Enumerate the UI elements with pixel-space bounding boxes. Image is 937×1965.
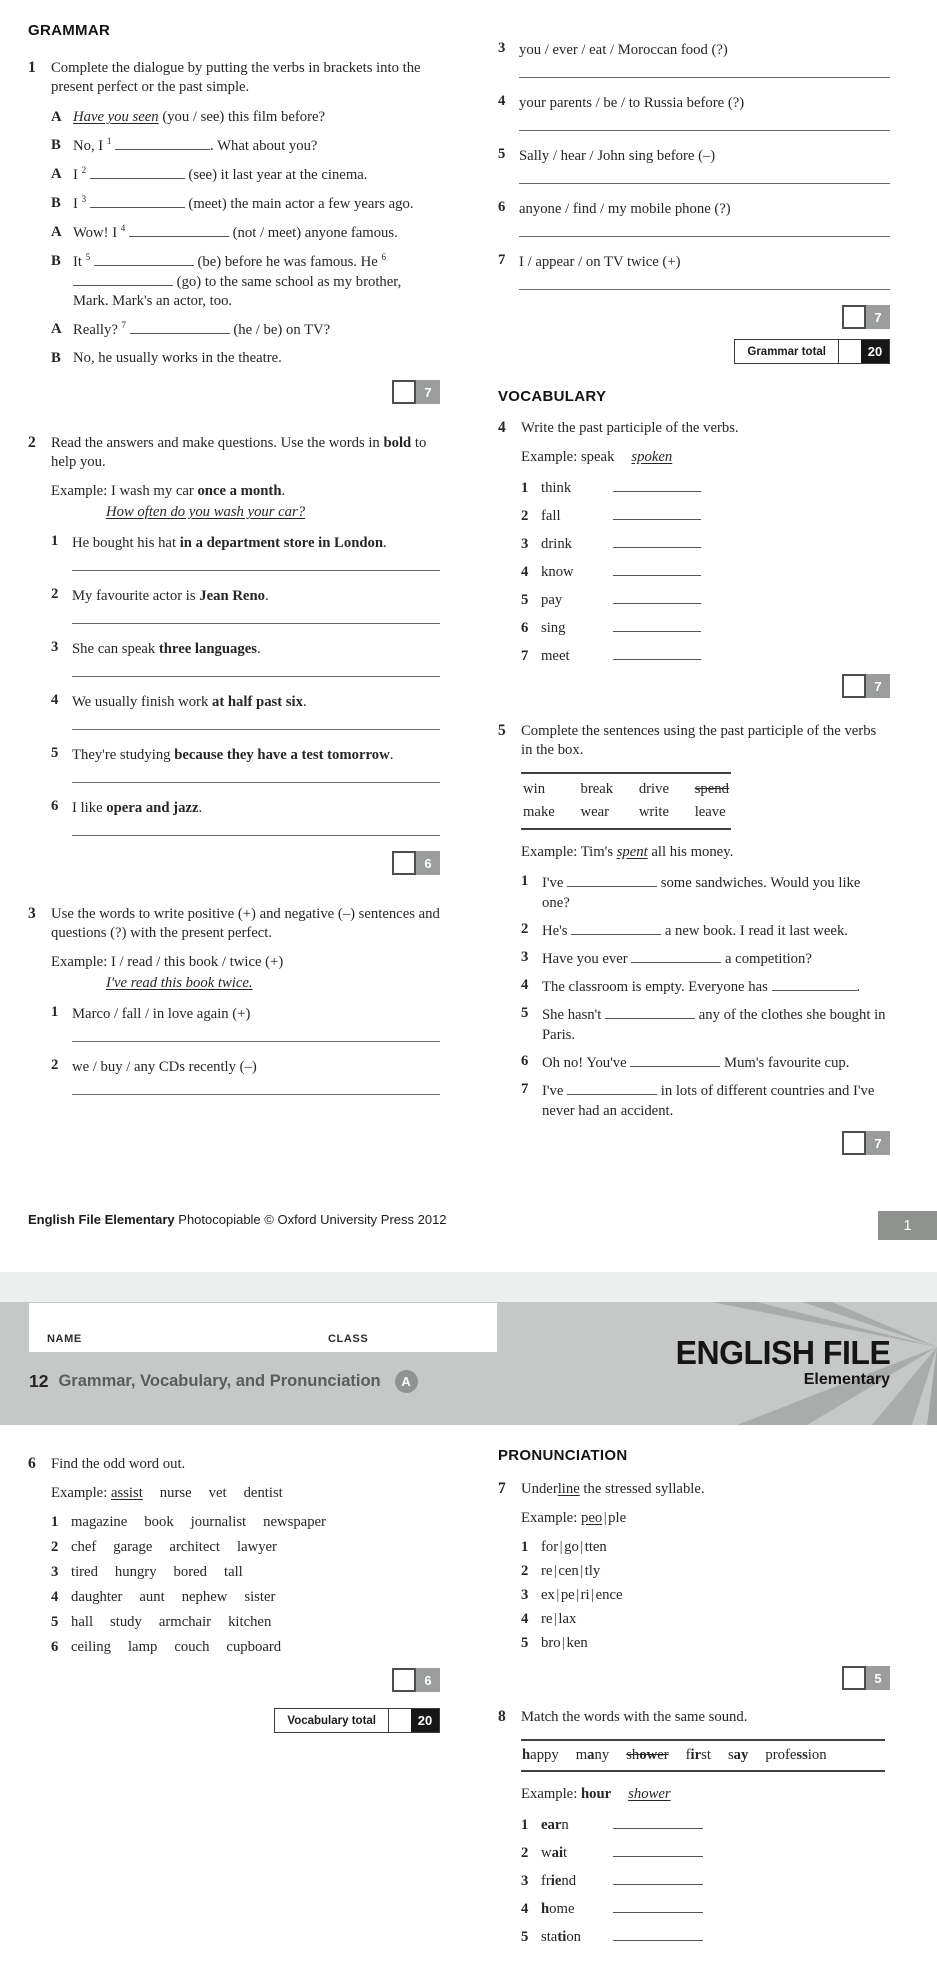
chip-blank-cell (842, 1131, 866, 1155)
verb-item (521, 562, 890, 581)
box-word: make (523, 804, 555, 820)
syllable-word: ex | pe | ri | ence (541, 1587, 623, 1603)
answer-blank (613, 1815, 703, 1829)
verb-word: pay (541, 592, 563, 608)
chip-score-cell: 6 (416, 851, 440, 875)
item-number: 3 (521, 949, 529, 965)
example-label: Example: (51, 954, 108, 970)
example-text: Tim's spent all his money. (580, 844, 734, 860)
item-number: 4 (521, 977, 529, 993)
chip-score-cell: 5 (866, 1666, 890, 1690)
syllable-word: re | lax (541, 1611, 577, 1627)
verb-word: know (541, 564, 574, 580)
item-text: He bought his hat in a department store in London. (72, 535, 387, 551)
answer-blank (613, 1843, 703, 1857)
sentence-item (521, 1005, 890, 1045)
dialogue-text: Have you seen (you / see) this film before? (73, 109, 326, 125)
word-row (51, 1639, 440, 1656)
verb-item (521, 618, 890, 637)
syllable-list (498, 1539, 890, 1652)
item-number: 3 (51, 639, 59, 655)
item-number: 6 (521, 1053, 529, 1069)
item-text: Sally / hear / John sing before (–) (519, 148, 716, 164)
box-word: write (638, 804, 669, 820)
item-number: 6 (498, 199, 506, 215)
speaker-label: A (51, 224, 62, 240)
example-text: hour shower (580, 1786, 671, 1802)
answer-blank (613, 1899, 703, 1913)
dialogue-text: Really? $^7$ (he / be) on TV? (73, 320, 331, 338)
exercise-1 (28, 59, 440, 404)
example-question: I / read / this book / twice (+) (110, 954, 284, 970)
total-blank-cell (838, 340, 861, 363)
example-text: assist nurse vet dentist (110, 1485, 283, 1501)
item-number: 5 (521, 1635, 529, 1651)
version-badge: A (395, 1370, 418, 1393)
verb-item (521, 506, 890, 525)
class-label: CLASS (328, 1333, 369, 1345)
box-word: drive (638, 781, 669, 797)
speaker-label: A (51, 321, 62, 337)
word-options: magazine book journalist newspaper (71, 1514, 326, 1530)
pronunciation-heading: PRONUNCIATION (498, 1447, 628, 1464)
item-text: Oh no! You've Mum's favourite cup. (542, 1055, 850, 1071)
vocabulary-total-score: 20 (411, 1709, 439, 1732)
question-list (51, 533, 440, 836)
verb-word: think (541, 480, 572, 496)
answer-line (519, 60, 890, 78)
dialogue-line (51, 252, 440, 311)
sentence-item (521, 873, 890, 913)
item-number: 4 (521, 1901, 529, 1917)
exercise-instruction: Find the odd word out. (51, 1456, 186, 1472)
example-label: Example: (521, 1510, 578, 1526)
dialogue-line (51, 194, 440, 214)
answer-line (519, 272, 890, 290)
item-number: 1 (521, 480, 529, 496)
example (51, 1483, 440, 1504)
vocabulary-total-label: Vocabulary total (287, 1714, 376, 1727)
question-item (498, 40, 890, 78)
answer-blank (613, 590, 701, 604)
question-item (51, 745, 440, 783)
sentence-item (521, 921, 890, 941)
item-number: 3 (521, 1587, 529, 1603)
syllable-item (521, 1611, 890, 1628)
grammar-total-label: Grammar total (747, 345, 826, 358)
answer-line (72, 553, 440, 571)
speaker-label: B (51, 195, 61, 211)
verb-word: sing (541, 620, 566, 636)
exercise-number: 2 (28, 434, 36, 451)
dialogue (51, 108, 440, 368)
word-options: daughter aunt nephew sister (71, 1589, 276, 1605)
sound-word: station (541, 1929, 581, 1945)
example-answer: I've read this book twice. (106, 975, 253, 991)
item-text: your parents / be / to Russia before (?) (519, 95, 745, 111)
example-label: Example: (521, 449, 578, 465)
dialogue-text: I $^3$ (meet) the main actor a few years ago. (73, 194, 414, 212)
dialogue-line (51, 108, 440, 127)
chip-blank-cell (842, 1666, 866, 1690)
sound-item (521, 1843, 890, 1862)
chip-blank-cell (842, 674, 866, 698)
item-number: 1 (51, 533, 59, 549)
exercise-instruction: Complete the dialogue by putting the verbs in brackets into the present perfect or the past simple. (51, 60, 421, 95)
speaker-label: A (51, 166, 62, 182)
item-number: 2 (51, 1539, 59, 1555)
answer-blank (613, 618, 701, 632)
syllable-word: for | go | tten (541, 1539, 607, 1555)
score-chip-ex7 (842, 1666, 890, 1690)
dialogue-line (51, 223, 440, 243)
footer (28, 1212, 447, 1227)
sound-item (521, 1899, 890, 1918)
exercise-6 (28, 1455, 440, 1733)
answer-line (72, 765, 440, 783)
syllable-item (521, 1635, 890, 1652)
item-text: He's a new book. I read it last week. (542, 923, 848, 939)
score-chip-ex2 (392, 851, 440, 875)
item-number: 3 (51, 1564, 59, 1580)
chip-score-cell: 7 (866, 305, 890, 329)
header-band (0, 1302, 937, 1425)
sentence-item (521, 977, 890, 997)
vocabulary-total-box (274, 1708, 440, 1733)
grammar-heading: GRAMMAR (28, 22, 111, 39)
item-number: 5 (521, 1929, 529, 1945)
exercise-number: 3 (28, 905, 36, 922)
sound-item (521, 1815, 890, 1834)
name-class-box (29, 1303, 497, 1352)
item-number: 4 (521, 1611, 529, 1627)
exercise-4 (498, 419, 890, 698)
item-number: 6 (521, 620, 529, 636)
dialogue-text: I $^2$ (see) it last year at the cinema. (73, 165, 368, 183)
question-list (498, 40, 890, 290)
chip-score-cell: 7 (866, 1131, 890, 1155)
score-chip-ex5 (842, 1131, 890, 1155)
verb-item (521, 646, 890, 665)
item-number: 3 (521, 536, 529, 552)
example (521, 1508, 890, 1529)
item-text: you / ever / eat / Moroccan food (?) (519, 42, 728, 58)
item-number: 5 (51, 745, 59, 761)
answer-blank (613, 1927, 703, 1941)
example-text: speak spoken (580, 449, 673, 465)
answer-blank (613, 478, 701, 492)
score-chip-ex1 (392, 380, 440, 404)
item-number: 2 (521, 921, 529, 937)
exercise-instruction: Underline the stressed syllable. (521, 1481, 705, 1497)
item-text: They're studying because they have a test tomorrow. (72, 747, 394, 763)
example (51, 481, 440, 523)
item-number: 3 (498, 40, 506, 56)
question-item (498, 199, 890, 237)
exercise-number: 8 (498, 1708, 506, 1725)
page-2 (0, 1302, 937, 1965)
example (521, 447, 890, 468)
grammar-total-score: 20 (861, 340, 889, 363)
sentence-item (521, 1081, 890, 1121)
exercise-number: 4 (498, 419, 506, 436)
answer-blank (613, 1871, 703, 1885)
answer-blank (613, 562, 701, 576)
sentence-item (521, 1053, 890, 1073)
item-number: 2 (51, 586, 59, 602)
sound-list (498, 1815, 890, 1946)
exercise-number: 7 (498, 1480, 506, 1497)
question-item (498, 93, 890, 131)
example-label: Example: (51, 1485, 108, 1501)
example-label: Example: (521, 844, 578, 860)
exercise-3 (28, 905, 440, 1095)
item-number: 4 (51, 1589, 59, 1605)
question-item (51, 639, 440, 677)
example (521, 1784, 890, 1805)
sound-word: home (541, 1901, 575, 1917)
page2-left-column (28, 1447, 440, 1955)
answer-line (519, 166, 890, 184)
answer-blank (613, 534, 701, 548)
item-number: 4 (51, 692, 59, 708)
exercise-instruction: Match the words with the same sound. (521, 1709, 748, 1725)
exercise-2 (28, 434, 440, 875)
logo-title: ENGLISH FILE (675, 1334, 890, 1371)
score-chip-ex4 (842, 674, 890, 698)
exercise-instruction: Use the words to write positive (+) and negative (–) sentences and questions (?) with the present perfect. (51, 906, 440, 941)
answer-line (519, 113, 890, 131)
chip-score-cell: 7 (416, 380, 440, 404)
footer-text: Photocopiable © Oxford University Press 2012 (174, 1212, 447, 1227)
score-chip-ex6 (392, 1668, 440, 1692)
exercise-number: 6 (28, 1455, 36, 1472)
item-text: She hasn't any of the clothes she bought in Paris. (542, 1007, 886, 1043)
chip-score-cell: 7 (866, 674, 890, 698)
grammar-total-box (734, 339, 890, 364)
exercise-instruction: Complete the sentences using the past participle of the verbs in the box. (521, 723, 877, 758)
question-item (498, 252, 890, 290)
score-chip-ex3 (842, 305, 890, 329)
total-blank-cell (388, 1709, 411, 1732)
question-item (51, 586, 440, 624)
answer-blank (613, 506, 701, 520)
syllable-item (521, 1539, 890, 1556)
verb-box (521, 772, 731, 830)
item-number: 6 (51, 1639, 59, 1655)
vocabulary-heading: VOCABULARY (498, 388, 607, 405)
dialogue-text: No, he usually works in the theatre. (73, 350, 282, 366)
exercise-instruction: Read the answers and make questions. Use the words in bold to help you. (51, 435, 427, 470)
verb-word: drink (541, 536, 573, 552)
sentence-item (521, 949, 890, 969)
item-text: Marco / fall / in love again (+) (72, 1006, 251, 1022)
word-list (28, 1514, 440, 1656)
syllable-item (521, 1587, 890, 1604)
answer-line (72, 712, 440, 730)
verb-item (521, 478, 890, 497)
example-answer: How often do you wash your car? (106, 504, 306, 520)
page1-left-column (28, 22, 440, 1155)
speaker-label: B (51, 350, 61, 366)
item-number: 1 (51, 1004, 59, 1020)
item-text: The classroom is empty. Everyone has . (542, 979, 861, 995)
word-options: tired hungry bored tall (71, 1564, 243, 1580)
word-options: hall study armchair kitchen (71, 1614, 272, 1630)
dialogue-text: Wow! I $^4$ (not / meet) anyone famous. (73, 223, 398, 241)
dialogue-text: No, I $^1$ . What about you? (73, 136, 318, 154)
question-item (498, 146, 890, 184)
item-number: 2 (521, 508, 529, 524)
answer-line (519, 219, 890, 237)
item-text: I like opera and jazz. (72, 800, 203, 816)
example-label: Example: (521, 1786, 578, 1802)
item-text: Have you ever a competition? (542, 951, 812, 967)
item-text: I've in lots of different countries and I've never had an accident. (542, 1083, 875, 1119)
answer-line (72, 1077, 440, 1095)
page-divider (0, 1272, 937, 1302)
answer-line (72, 1024, 440, 1042)
sound-item (521, 1927, 890, 1946)
word-options: chef garage architect lawyer (71, 1539, 277, 1555)
word-row (51, 1514, 440, 1531)
item-number: 1 (51, 1514, 59, 1530)
item-text: I / appear / on TV twice (+) (519, 254, 681, 270)
box-word: break (580, 781, 614, 797)
chip-score-cell: 6 (416, 1668, 440, 1692)
example-text: peo | ple (580, 1510, 627, 1526)
page2-right-column (498, 1447, 890, 1955)
speaker-label: B (51, 253, 61, 269)
item-number: 4 (521, 564, 529, 580)
dialogue-line (51, 136, 440, 156)
syllable-item (521, 1563, 890, 1580)
exercise-5 (498, 722, 890, 1155)
logo-subtitle: Elementary (803, 1371, 890, 1388)
chip-blank-cell (842, 305, 866, 329)
item-number: 3 (521, 1873, 529, 1889)
name-label: NAME (47, 1333, 82, 1345)
word-row (51, 1564, 440, 1581)
lesson-title: Grammar, Vocabulary, and Pronunciation (58, 1372, 381, 1390)
box-word: wear (580, 804, 610, 820)
item-number: 5 (521, 592, 529, 608)
lesson-number: 12 (29, 1371, 49, 1391)
item-number: 2 (521, 1845, 529, 1861)
item-number: 1 (521, 1817, 529, 1833)
dialogue-line (51, 349, 440, 368)
page-number: 1 (878, 1211, 937, 1240)
item-number: 2 (521, 1563, 529, 1579)
example-label: Example: (51, 483, 108, 499)
syllable-word: bro | ken (541, 1635, 588, 1651)
item-number: 7 (498, 252, 506, 268)
english-file-logo (669, 1336, 890, 1390)
item-text: She can speak three languages. (72, 641, 261, 657)
word-options: ceiling lamp couch cupboard (71, 1639, 282, 1655)
item-number: 4 (498, 93, 506, 109)
verb-word: meet (541, 648, 570, 664)
box-word: leave (694, 804, 726, 820)
answer-line (72, 606, 440, 624)
verb-list (498, 478, 890, 665)
dialogue-text: It $^5$ (be) before he was famous. He $^6$ (go) to the same school as my brother, Mark. Mark's an actor, too. (73, 252, 402, 309)
sentence-list (521, 873, 890, 1121)
answer-line (72, 659, 440, 677)
question-item (51, 798, 440, 836)
question-item (51, 1004, 440, 1042)
sound-box: happy many shower first say profession (521, 1739, 885, 1772)
item-number: 7 (521, 1081, 529, 1097)
footer-brand: English File Elementary (28, 1212, 175, 1227)
question-item (51, 1057, 440, 1095)
answer-blank (613, 646, 701, 660)
dialogue-line (51, 165, 440, 185)
item-text: We usually finish work at half past six. (72, 694, 307, 710)
dialogue-line (51, 320, 440, 340)
sound-word: friend (541, 1873, 577, 1889)
example (521, 842, 890, 863)
item-number: 6 (51, 798, 59, 814)
chip-blank-cell (392, 380, 416, 404)
item-number: 1 (521, 873, 529, 889)
item-text: I've some sandwiches. Would you like one? (542, 875, 861, 911)
chip-blank-cell (392, 851, 416, 875)
item-number: 2 (51, 1057, 59, 1073)
sound-word: wait (541, 1845, 568, 1861)
exercise-8 (498, 1708, 890, 1946)
item-number: 5 (521, 1005, 529, 1021)
lesson-title-row (29, 1370, 418, 1393)
box-word: spend (694, 781, 729, 797)
question-list (51, 1004, 440, 1095)
item-number: 5 (498, 146, 506, 162)
word-row (51, 1614, 440, 1631)
item-number: 1 (521, 1539, 529, 1555)
example-question: I wash my car once a month. (110, 483, 286, 499)
item-number: 7 (521, 648, 529, 664)
word-row (51, 1539, 440, 1556)
chip-blank-cell (392, 1668, 416, 1692)
example (51, 952, 440, 994)
box-word: win (523, 781, 546, 797)
exercise-7 (498, 1480, 890, 1690)
speaker-label: B (51, 137, 61, 153)
exercise-instruction: Write the past participle of the verbs. (521, 420, 739, 436)
item-text: My favourite actor is Jean Reno. (72, 588, 269, 604)
speaker-label: A (51, 109, 62, 125)
exercise-number: 1 (28, 59, 36, 76)
item-number: 5 (51, 1614, 59, 1630)
page1-right-column (498, 22, 890, 1155)
exercise-number: 5 (498, 722, 506, 739)
verb-word: fall (541, 508, 561, 524)
sound-word: earn (541, 1817, 569, 1833)
question-item (51, 533, 440, 571)
item-text: we / buy / any CDs recently (–) (72, 1059, 257, 1075)
verb-item (521, 590, 890, 609)
question-item (51, 692, 440, 730)
item-text: anyone / find / my mobile phone (?) (519, 201, 731, 217)
answer-line (72, 818, 440, 836)
syllable-word: re | cen | tly (541, 1563, 601, 1579)
word-row (51, 1589, 440, 1606)
verb-item (521, 534, 890, 553)
sound-item (521, 1871, 890, 1890)
